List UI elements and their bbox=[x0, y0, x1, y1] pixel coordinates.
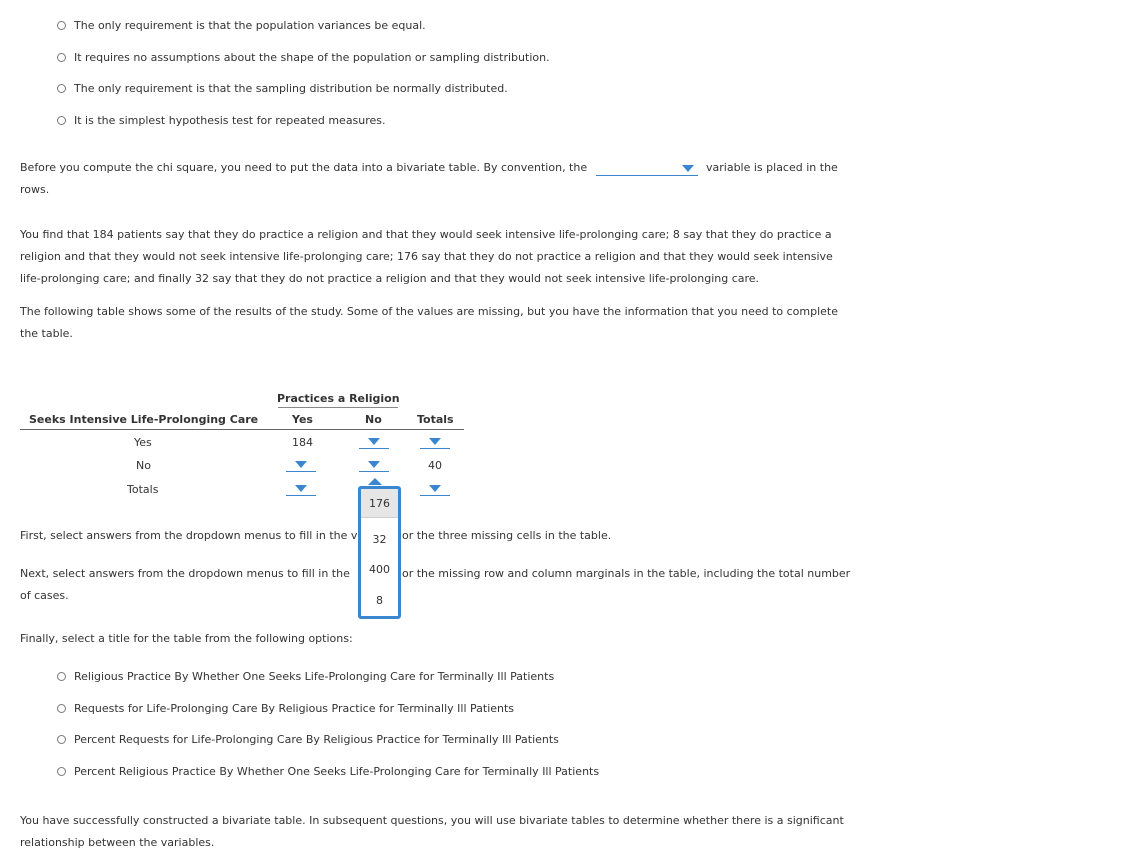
q1-option-1[interactable] bbox=[57, 17, 426, 33]
dropdown-option-8[interactable]: 8 bbox=[376, 593, 383, 607]
group-header: Practices a Religion bbox=[277, 392, 400, 405]
dropdown-menu bbox=[358, 486, 401, 619]
chevron-down-icon bbox=[429, 438, 441, 445]
cell-totals-yes-dropdown[interactable] bbox=[286, 480, 316, 496]
q1-option-4[interactable] bbox=[57, 112, 386, 128]
radio-button[interactable] bbox=[57, 672, 66, 681]
cell-yes-totals-dropdown[interactable] bbox=[420, 433, 450, 449]
cell-no-no-dropdown[interactable] bbox=[359, 456, 389, 472]
dropdown-pointer-icon bbox=[368, 478, 382, 485]
title-option-4[interactable] bbox=[57, 763, 599, 779]
option-label: Percent Requests for Life-Prolonging Care By Religious Practice for Terminally Ill Patients bbox=[74, 732, 559, 746]
row-label-no: No bbox=[136, 459, 151, 472]
column-header-no: No bbox=[365, 413, 382, 426]
cell-yes-yes: 184 bbox=[292, 436, 313, 449]
chevron-down-icon bbox=[429, 485, 441, 492]
chevron-down-icon bbox=[368, 461, 380, 468]
radio-button[interactable] bbox=[57, 735, 66, 744]
option-label: It is the simplest hypothesis test for repeated measures. bbox=[74, 113, 386, 127]
header-divider bbox=[20, 429, 464, 430]
cell-no-yes-dropdown[interactable] bbox=[286, 456, 316, 472]
findings-paragraph: You find that 184 patients say that they do practice a religion and that they would seek intensive life-prolonging care; 8 say that they do practice a religion and that they would not seek intensive life-prolonging care; 176 say that they do not practice a religion and that they would seek intensive life-prolonging care; and finally 32 say that they do not practice a religion and that they would not seek intensive life-prolonging care. bbox=[20, 228, 833, 285]
radio-button[interactable] bbox=[57, 704, 66, 713]
option-label: The only requirement is that the sampling distribution be normally distributed. bbox=[74, 81, 508, 95]
cell-no-totals: 40 bbox=[428, 459, 442, 472]
chevron-down-icon bbox=[295, 485, 307, 492]
table-intro: The following table shows some of the results of the study. Some of the values are missing, but you have the information that you need to complete the table. bbox=[20, 305, 839, 340]
cell-grand-total-dropdown[interactable] bbox=[420, 480, 450, 496]
chevron-down-icon bbox=[368, 438, 380, 445]
option-label: Religious Practice By Whether One Seeks Life-Prolonging Care for Terminally Ill Patients bbox=[74, 669, 555, 683]
row-variable-header: Seeks Intensive Life-Prolonging Care bbox=[29, 413, 259, 426]
instruction-first-part1: First, select answers from the dropdown menus to fill in the v bbox=[20, 529, 358, 542]
radio-button[interactable] bbox=[57, 116, 66, 125]
radio-button[interactable] bbox=[57, 53, 66, 62]
dropdown-option-400[interactable]: 400 bbox=[369, 562, 390, 576]
option-label: It requires no assumptions about the shape of the population or sampling distribution. bbox=[74, 50, 550, 64]
bivariate-sentence-end: variable is placed in the bbox=[706, 161, 838, 174]
cell-yes-no-dropdown[interactable] bbox=[359, 433, 389, 449]
title-option-3[interactable] bbox=[57, 731, 559, 747]
dropdown-option-32[interactable]: 32 bbox=[372, 532, 387, 546]
option-label: Percent Religious Practice By Whether One Seeks Life-Prolonging Care for Terminally Ill Patients bbox=[74, 764, 600, 778]
option-label: Requests for Life-Prolonging Care By Religious Practice for Terminally Ill Patients bbox=[74, 701, 515, 715]
option-label: The only requirement is that the population variances be equal. bbox=[74, 18, 426, 32]
instruction-finally: Finally, select a title for the table from the following options: bbox=[20, 632, 353, 645]
radio-button[interactable] bbox=[57, 84, 66, 93]
bivariate-sentence-start: Before you compute the chi square, you need to put the data into a bivariate table. By convention, the bbox=[20, 161, 588, 174]
radio-button[interactable] bbox=[57, 21, 66, 30]
title-option-1[interactable] bbox=[57, 668, 554, 684]
instruction-next-part1: Next, select answers from the dropdown menus to fill in the bbox=[20, 567, 350, 580]
title-option-2[interactable] bbox=[57, 700, 514, 716]
column-header-yes: Yes bbox=[292, 413, 313, 426]
instruction-first-part2: or the three missing cells in the table. bbox=[402, 529, 612, 542]
variable-dropdown[interactable] bbox=[596, 162, 698, 176]
chevron-down-icon bbox=[682, 165, 694, 172]
conclusion-paragraph: You have successfully constructed a bivariate table. In subsequent questions, you will use bivariate tables to determine whether there is a significant relationship between the variables. bbox=[20, 814, 844, 849]
row-label-totals: Totals bbox=[127, 483, 159, 496]
radio-button[interactable] bbox=[57, 767, 66, 776]
chevron-down-icon bbox=[295, 461, 307, 468]
group-header-underline bbox=[278, 407, 398, 408]
bivariate-sentence-rows: rows. bbox=[20, 183, 50, 196]
instruction-next-part3: of cases. bbox=[20, 589, 69, 602]
column-header-totals: Totals bbox=[417, 413, 454, 426]
q1-option-3[interactable] bbox=[57, 80, 508, 96]
q1-option-2[interactable] bbox=[57, 49, 550, 65]
dropdown-option-176[interactable]: 176 bbox=[361, 489, 398, 518]
instruction-next-part2: or the missing row and column marginals in the table, including the total number bbox=[402, 567, 851, 580]
row-label-yes: Yes bbox=[134, 436, 152, 449]
